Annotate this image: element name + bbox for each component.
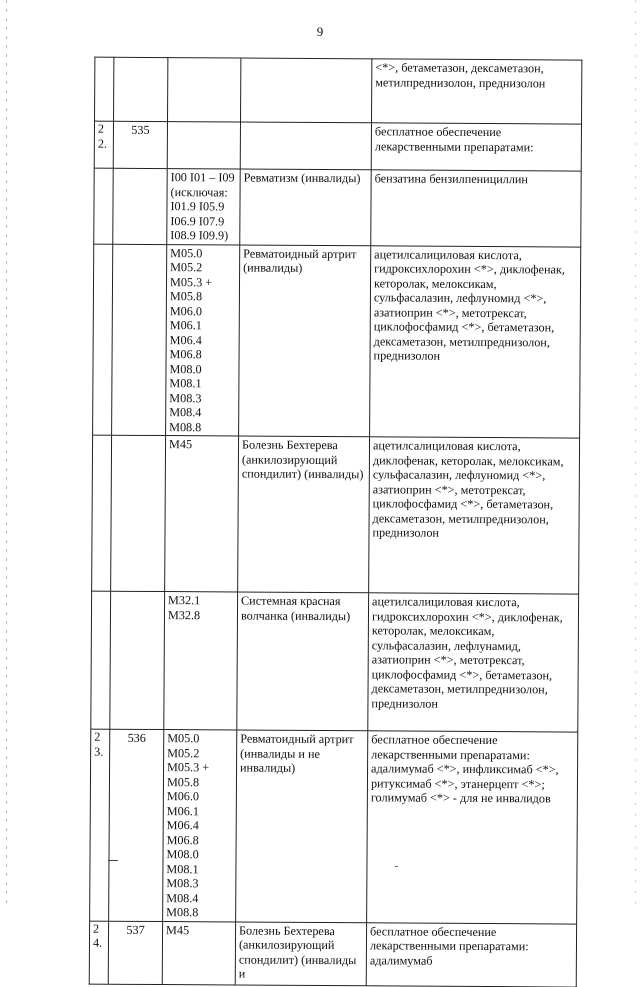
drugs-cell: ацетилсалициловая кислота, гидроксихлорохин <*>, диклофенак, кеторолак, мелоксикам, сульфасалазин, лефлуномид <*>, азатиоприн <*>, метотрексат, циклофосфамид <*>, бетаметазон, дексаметазон, метилпреднизолон, преднизолон <box>370 245 581 438</box>
icd-codes-cell <box>167 122 240 169</box>
table-row-rheumatism <box>94 168 581 246</box>
disease-cell <box>240 122 371 170</box>
row-number-cell <box>91 591 111 729</box>
program-code-cell <box>111 435 166 591</box>
drugs-cell: бесплатное обеспечение лекарственными препаратами: <box>371 123 581 171</box>
disease-cell: Болезнь Бехтерева (анкилозирующий спондилит) (инвалиды и <box>235 921 366 985</box>
icd-codes-cell: M05.0 M05.2 M05.3 + M05.8 M06.0 M06.1 M06.4 M06.8 M08.0 M08.1 M08.3 M08.4 M08.8 <box>163 730 237 922</box>
program-code-cell <box>113 168 167 244</box>
program-code-cell: 535 <box>113 121 167 168</box>
program-code-cell <box>112 244 167 436</box>
row-number-cell <box>92 435 112 591</box>
row-number-cell: 22. <box>94 121 113 168</box>
disease-cell: Ревматоидный артрит (инвалиды и не инвалиды) <box>236 730 368 922</box>
drugs-cell: бензатина бензилпенициллин <box>371 170 581 247</box>
drugs-cell: ацетилсалициловая кислота, диклофенак, кеторолак, мелоксикам, сульфасалазин, лефлуномид <*>, азатиоприн <*>, метотрексат, циклофосфамид <*>, бетаметазон, дексаметазон, метилпреднизолон, преднизолон <box>369 437 580 594</box>
disease-cell: Болезнь Бехтерева (анкилозирующий спондилит) (инвалиды) <box>238 436 370 593</box>
table-row-535 <box>94 121 581 171</box>
scan-speck <box>395 866 398 867</box>
table-row-537 <box>89 921 576 987</box>
row-number-cell: 24. <box>89 921 108 984</box>
row-number-cell <box>95 57 114 121</box>
row-number-cell <box>94 168 113 244</box>
page-number: 9 <box>316 24 324 39</box>
icd-codes-cell <box>168 58 241 122</box>
drugs-cell: ацетилсалициловая кислота, гидроксихлорохин <*>, диклофенак, кеторолак, мелоксикам, сульфасалазин, лефлунамид, азатиоприн <*>, метотрексат, циклофосфамид <*>, бетаметазон, дексаметазон, метилпреднизолон, преднизолон <box>368 593 579 732</box>
table-row-ankylosing-spondylitis <box>92 435 580 594</box>
drug-provision-table <box>89 57 583 987</box>
program-code-cell: 537 <box>108 921 162 984</box>
program-code-cell <box>110 591 165 729</box>
icd-codes-cell: I00 I01 – I09 (исключая: I01.9 I05.9 I06.9 I07.9 I08.9 I09.9) <box>167 169 240 245</box>
drugs-cell: <*>, бетаметазон, дексаметазон, метилпреднизолон, преднизолон <box>371 59 581 124</box>
table-row-536 <box>90 729 578 923</box>
disease-cell: Системная красная волчанка (инвалиды) <box>237 592 369 731</box>
drugs-cell: бесплатное обеспечение лекарственными препаратами: адалимумаб <*>, инфликсимаб <*>, ритуксимаб <*>, этанерцепт <*>; голимумаб <*> - для не инвалидов <box>367 731 578 924</box>
table-row-rheumatoid-arthritis <box>93 244 581 438</box>
icd-codes-cell: M05.0 M05.2 M05.3 + M05.8 M06.0 M06.1 M06.4 M06.8 M08.0 M08.1 M08.3 M08.4 M08.8 <box>166 244 240 436</box>
program-code-cell <box>114 57 168 121</box>
icd-codes-cell: M45 <box>165 436 239 592</box>
icd-codes-cell: M32.1 M32.8 <box>164 592 238 730</box>
disease-cell <box>241 58 372 123</box>
program-code-cell: 536 <box>109 729 164 921</box>
table-row-continuation <box>95 57 582 124</box>
drugs-cell: бесплатное обеспечение лекарственными препаратами: адалимумаб <box>366 922 576 986</box>
icd-codes-cell: M45 <box>162 921 235 984</box>
disease-cell: Ревматизм (инвалиды) <box>240 169 371 245</box>
row-number-cell: 23. <box>90 729 110 921</box>
scan-speck <box>108 860 118 861</box>
row-number-cell <box>93 244 113 436</box>
table-row-lupus <box>91 591 579 732</box>
disease-cell: Ревматоидный артрит (инвалиды) <box>239 245 371 437</box>
